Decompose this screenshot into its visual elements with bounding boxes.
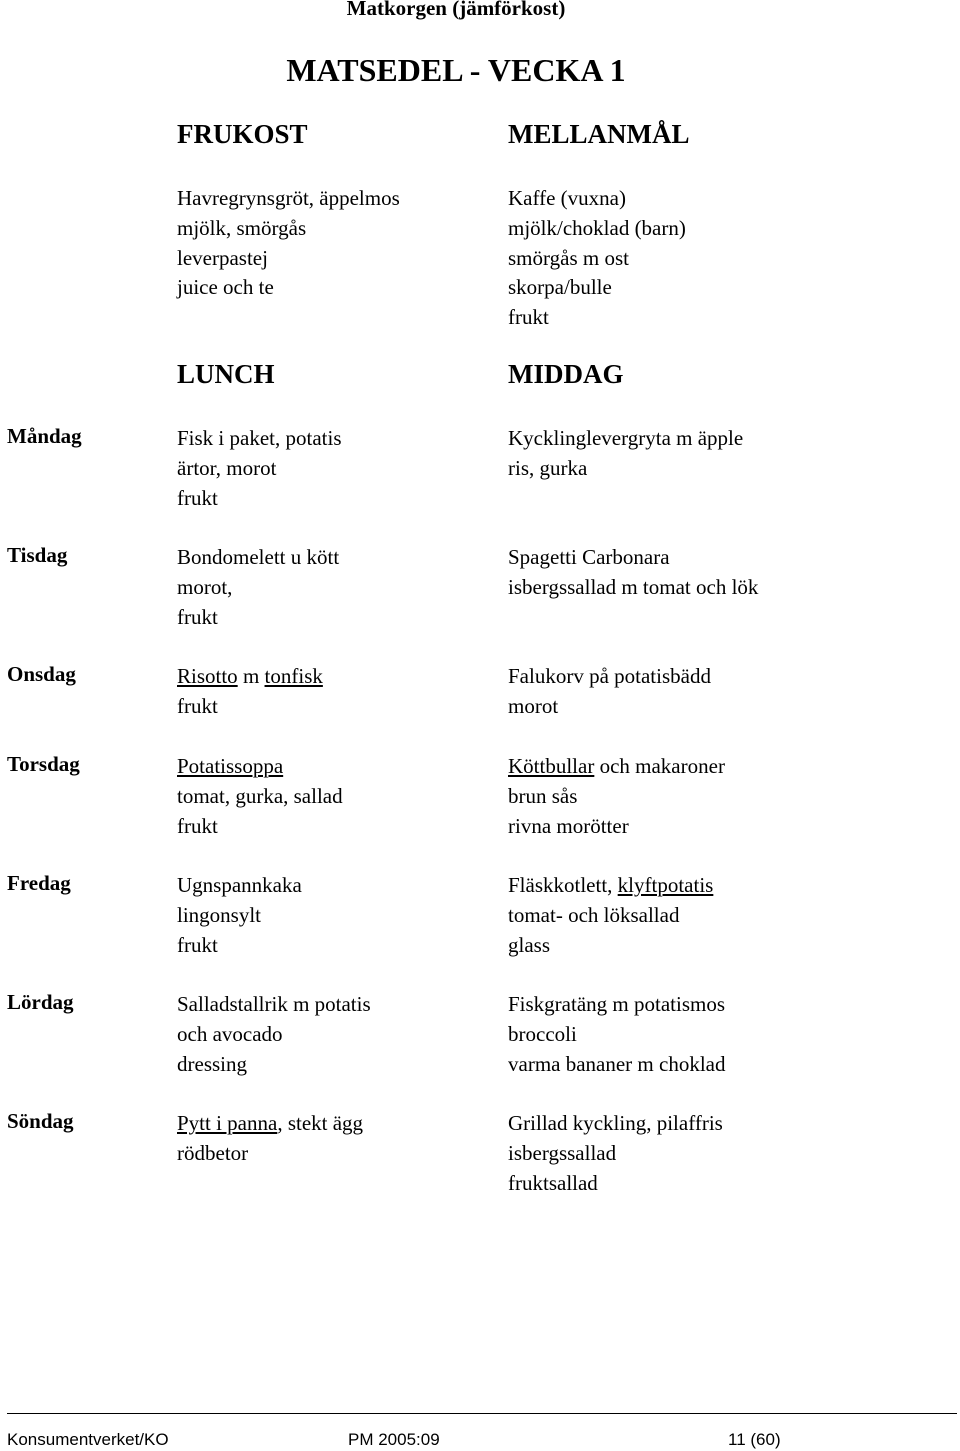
- page-title: MATSEDEL - VECKA 1: [286, 52, 626, 88]
- middag-link-kottbullar[interactable]: Köttbullar: [508, 754, 595, 778]
- lunch-text: , stekt ägg: [277, 1111, 364, 1135]
- middag-item: fruktsallad: [508, 1170, 598, 1195]
- frukost-heading: FRUKOST: [177, 119, 308, 149]
- day-label-sondag: Söndag: [7, 1109, 74, 1133]
- frukost-item: Havregrynsgröt, äppelmos: [177, 186, 400, 210]
- middag-item: ris, gurka: [508, 455, 588, 480]
- lunch-lordag: [177, 990, 371, 1079]
- middag-heading: MIDDAG: [508, 359, 624, 389]
- middag-item: Falukorv på potatisbädd: [508, 664, 711, 688]
- lunch-sondag: [177, 1109, 363, 1169]
- lunch-mandag: [177, 424, 342, 513]
- day-label-onsdag: Onsdag: [7, 662, 76, 686]
- frukost-item: leverpastej: [177, 245, 268, 270]
- lunch-item: Salladstallrik m potatis: [177, 992, 371, 1016]
- lunch-item: [177, 1109, 363, 1139]
- mellanmal-item: frukt: [508, 305, 549, 330]
- lunch-link-potatissoppa[interactable]: Potatissoppa: [177, 754, 284, 778]
- middag-sondag: [508, 1109, 723, 1198]
- middag-link-klyftpotatis[interactable]: klyftpotatis: [617, 873, 714, 897]
- day-label-tisdag: Tisdag: [7, 543, 68, 567]
- mellanmal-heading: MELLANMÅL: [508, 119, 690, 149]
- lunch-item: frukt: [177, 932, 218, 957]
- middag-torsdag: [508, 752, 725, 841]
- lunch-item: frukt: [177, 813, 218, 838]
- lunch-item: [177, 752, 343, 782]
- mellanmal-list: [508, 184, 686, 333]
- lunch-item: rödbetor: [177, 1140, 249, 1165]
- frukost-item: juice och te: [177, 275, 274, 300]
- footer-page-number: 11 (60): [728, 1430, 781, 1449]
- middag-item: tomat- och löksallad: [508, 902, 680, 927]
- lunch-item: lingonsylt: [177, 902, 262, 927]
- day-label-lordag: Lördag: [7, 990, 74, 1014]
- document-header: Matkorgen (jämförkost): [346, 0, 566, 20]
- footer-document-id: PM 2005:09: [348, 1430, 440, 1449]
- middag-item: Fiskgratäng m potatismos: [508, 992, 725, 1016]
- lunch-item: tomat, gurka, sallad: [177, 783, 343, 808]
- middag-item: varma bananer m choklad: [508, 1051, 726, 1076]
- lunch-item: ärtor, morot: [177, 455, 277, 480]
- lunch-link-pytt-i-panna[interactable]: Pytt i panna: [177, 1111, 278, 1135]
- lunch-item: frukt: [177, 604, 218, 629]
- middag-item: glass: [508, 932, 550, 957]
- lunch-tisdag: [177, 543, 339, 632]
- middag-item: Kycklinglevergryta m äpple: [508, 426, 744, 450]
- middag-text: Fläskkotlett,: [508, 873, 618, 897]
- middag-onsdag: [508, 662, 711, 722]
- mellanmal-item: Kaffe (vuxna): [508, 186, 626, 210]
- lunch-link-risotto[interactable]: Risotto: [177, 664, 238, 688]
- footer-divider: [7, 1413, 957, 1414]
- middag-item: brun sås: [508, 783, 578, 808]
- middag-fredag: [508, 871, 713, 960]
- lunch-fredag: [177, 871, 302, 960]
- lunch-onsdag: [177, 662, 323, 722]
- day-label-mandag: Måndag: [7, 424, 82, 448]
- middag-item: isbergssallad m tomat och lök: [508, 574, 759, 599]
- frukost-item: mjölk, smörgås: [177, 215, 307, 240]
- middag-item: [508, 871, 713, 901]
- middag-item: Grillad kyckling, pilaffris: [508, 1111, 723, 1135]
- lunch-item: och avocado: [177, 1021, 283, 1046]
- middag-text: och makaroner: [594, 754, 725, 778]
- middag-item: Spagetti Carbonara: [508, 545, 670, 569]
- lunch-heading: LUNCH: [177, 359, 275, 389]
- middag-item: [508, 752, 725, 782]
- lunch-item: morot,: [177, 574, 233, 599]
- lunch-item: frukt: [177, 693, 218, 718]
- day-label-fredag: Fredag: [7, 871, 71, 895]
- lunch-link-tonfisk[interactable]: tonfisk: [264, 664, 323, 688]
- footer-publisher: Konsumentverket/KO: [7, 1430, 169, 1449]
- mellanmal-item: skorpa/bulle: [508, 275, 612, 300]
- lunch-item: [177, 662, 323, 692]
- day-label-torsdag: Torsdag: [7, 752, 80, 776]
- frukost-list: [177, 184, 400, 303]
- lunch-item: Fisk i paket, potatis: [177, 426, 342, 450]
- middag-tisdag: [508, 543, 758, 603]
- lunch-item: frukt: [177, 485, 218, 510]
- lunch-item: Ugnspannkaka: [177, 873, 302, 897]
- mellanmal-item: smörgås m ost: [508, 245, 629, 270]
- middag-item: rivna morötter: [508, 813, 629, 838]
- lunch-torsdag: [177, 752, 343, 841]
- lunch-item: Bondomelett u kött: [177, 545, 340, 569]
- middag-lordag: [508, 990, 726, 1079]
- mellanmal-item: mjölk/choklad (barn): [508, 215, 686, 240]
- middag-item: morot: [508, 693, 559, 718]
- middag-item: isbergssallad: [508, 1140, 617, 1165]
- middag-mandag: [508, 424, 743, 484]
- middag-item: broccoli: [508, 1021, 577, 1046]
- lunch-text: m: [237, 664, 265, 688]
- lunch-item: dressing: [177, 1051, 247, 1076]
